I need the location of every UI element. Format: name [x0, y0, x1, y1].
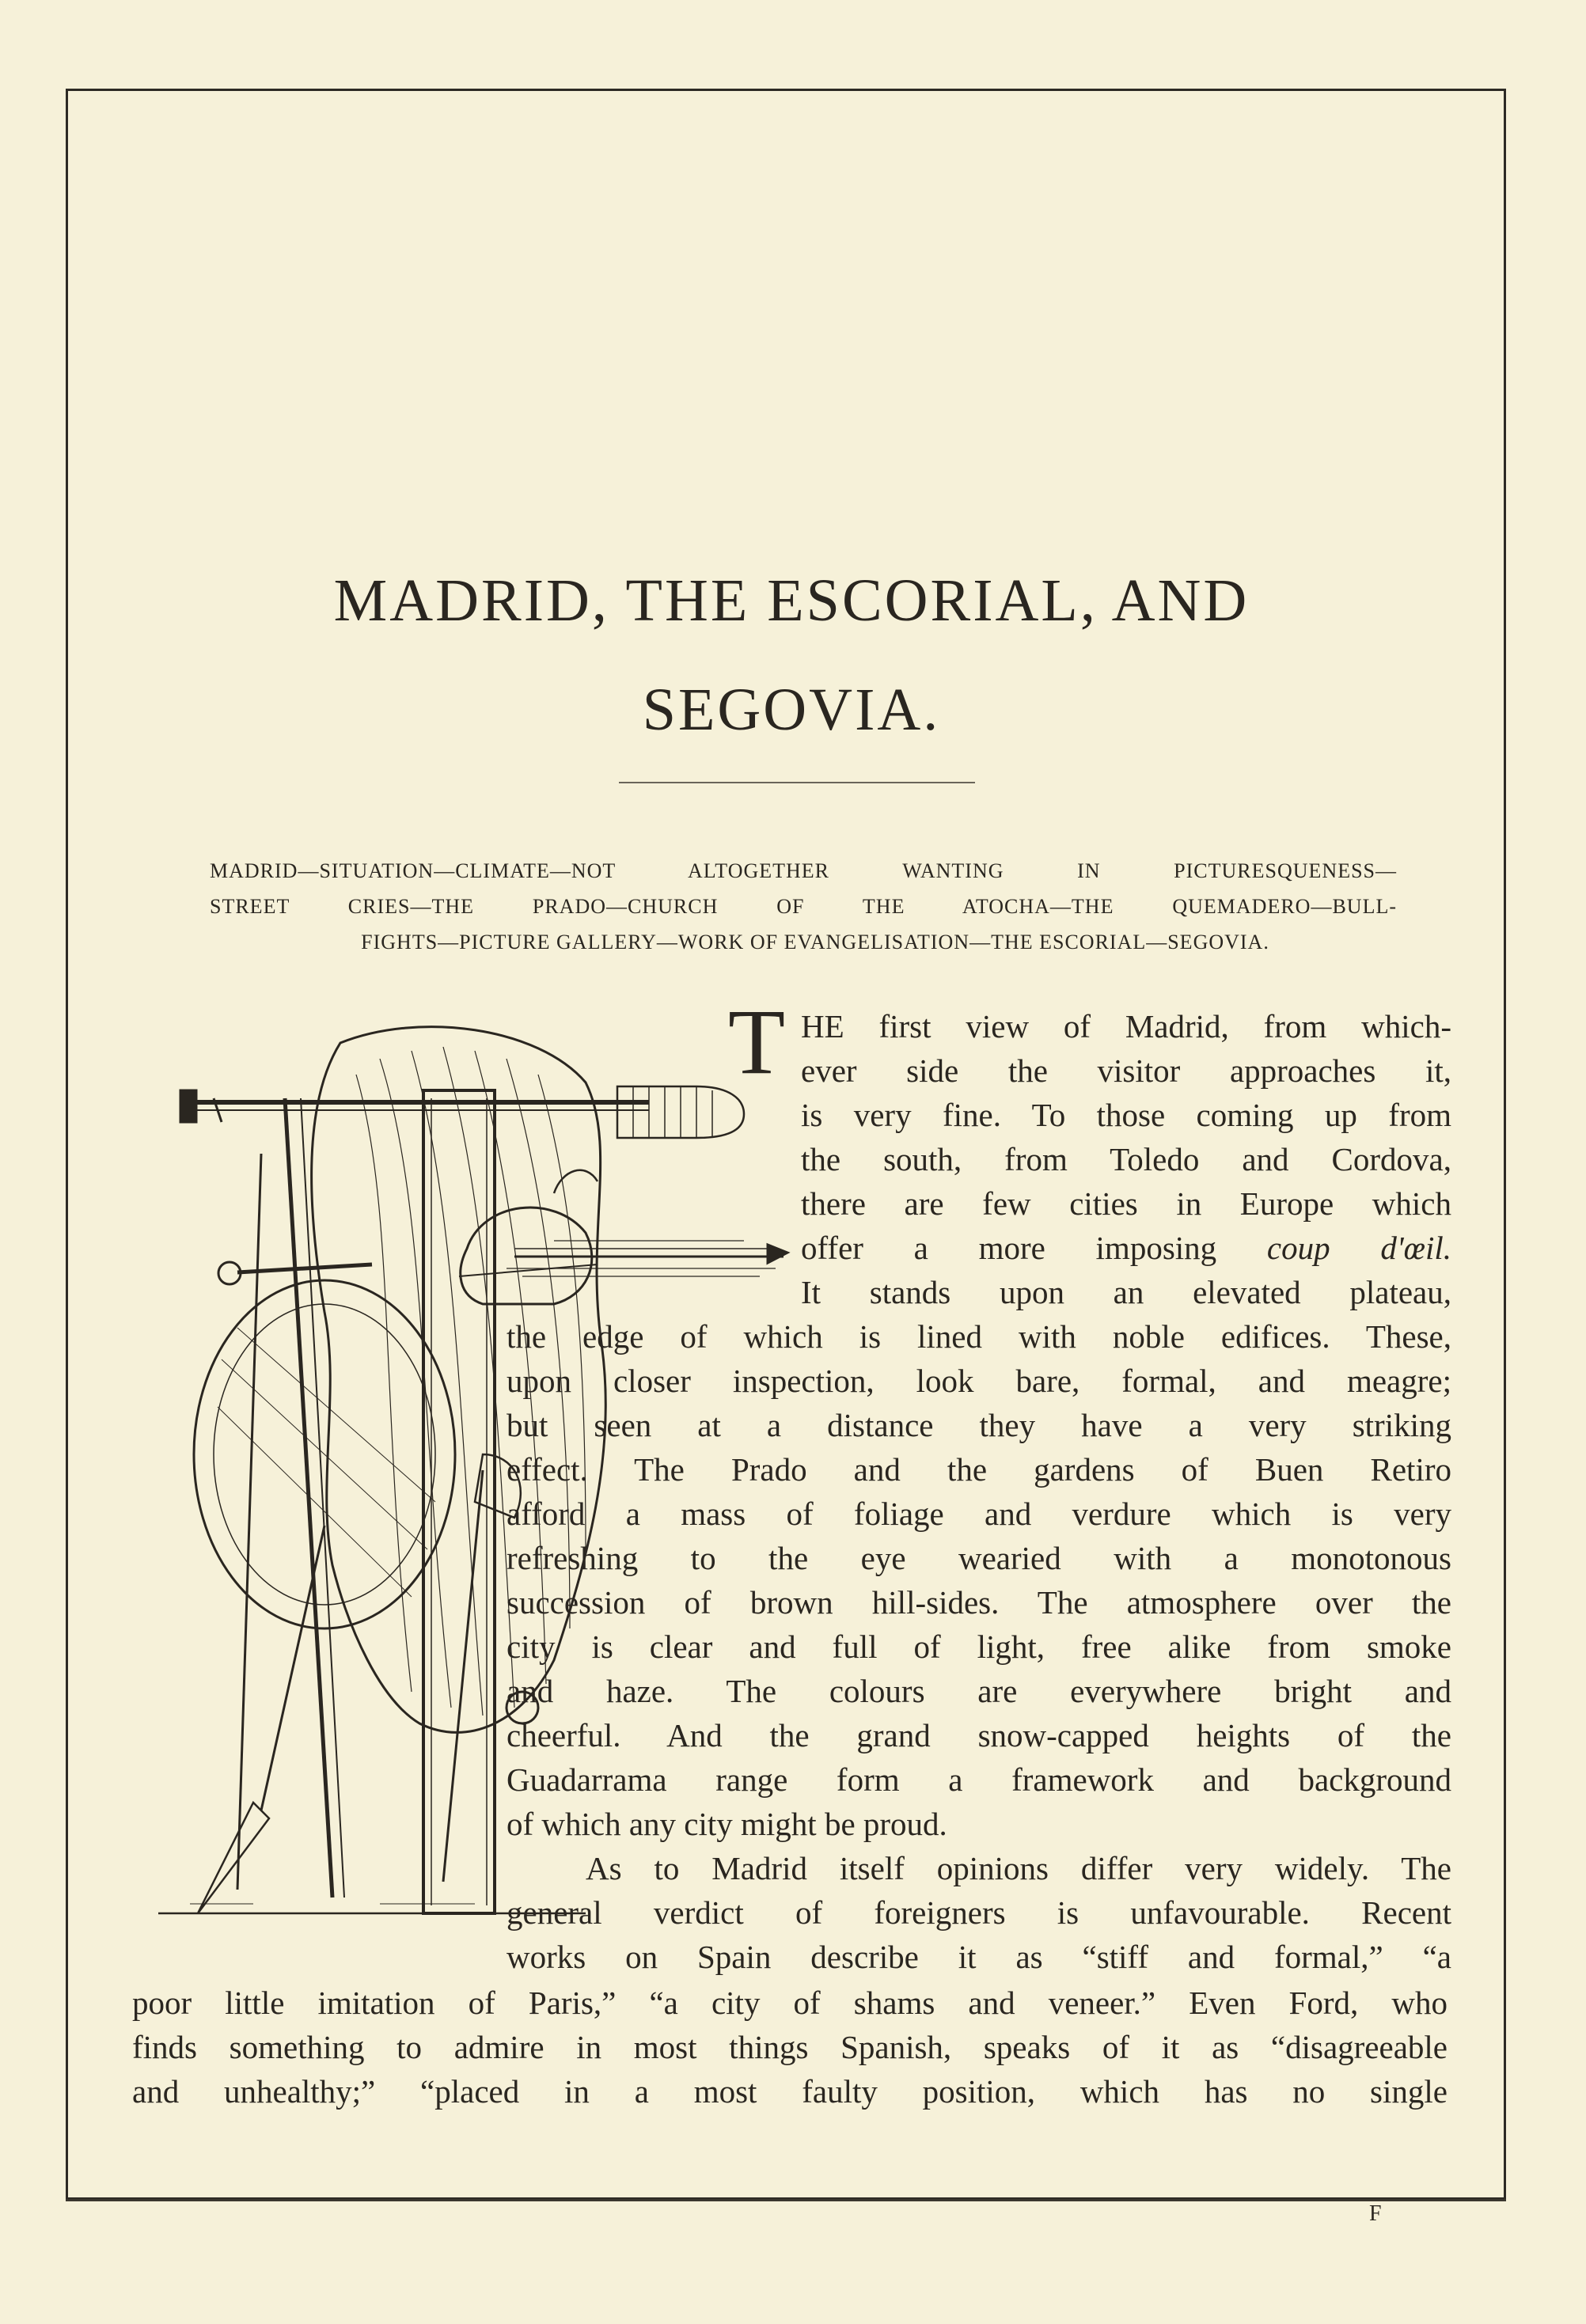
body-line: general verdict of foreigners is unfavourable. Recent: [507, 1894, 1451, 1931]
body-line: [801, 1226, 1451, 1270]
body-line: upon closer inspection, look bare, formal, and meagre;: [507, 1363, 1451, 1399]
body-line: and unhealthy;” “placed in a most faulty position, which has no single: [132, 2073, 1448, 2110]
page-border-shadow: [66, 2199, 1506, 2201]
body-line: there are few cities in Europe which: [801, 1185, 1451, 1222]
body-line: Guadarrama range form a framework and background: [507, 1761, 1451, 1798]
body-line: It stands upon an elevated plateau,: [801, 1274, 1451, 1310]
summary-line-2: STREET CRIES—THE PRADO—CHURCH OF THE ATOCHA—THE QUEMADERO—BULL-: [210, 895, 1397, 918]
chapter-title: [119, 546, 1464, 764]
chapter-summary: [210, 853, 1397, 960]
body-line: succession of brown hill-sides. The atmosphere over the: [507, 1584, 1451, 1621]
body-line: city is clear and full of light, free alike from smoke: [507, 1628, 1451, 1665]
body-line-part: offer a more imposing: [801, 1230, 1217, 1266]
chapter-title-line1: MADRID, THE ESCORIAL, AND: [333, 567, 1250, 634]
body-line: but seen at a distance they have a very striking: [507, 1407, 1451, 1443]
body-line: the edge of which is lined with noble edifices. These,: [507, 1318, 1451, 1355]
body-line: finds something to admire in most things Spanish, speaks of it as “disagreeable: [132, 2029, 1448, 2065]
summary-line-3: FIGHTS—PICTURE GALLERY—WORK OF EVANGELISATION—THE ESCORIAL—SEGOVIA.: [361, 931, 1269, 953]
body-line: of which any city might be proud.: [507, 1806, 947, 1842]
body-line: effect. The Prado and the gardens of Buen Retiro: [507, 1451, 1451, 1488]
body-line: works on Spain describe it as “stiff and formal,” “a: [507, 1939, 1451, 1975]
drop-cap: T: [728, 990, 786, 1094]
body-line: refreshing to the eye wearied with a monotonous: [507, 1540, 1451, 1576]
body-line: cheerful. And the grand snow-capped heights of the: [507, 1717, 1451, 1753]
summary-line-1: MADRID—SITUATION—CLIMATE—NOT ALTOGETHER WANTING IN PICTURESQUENESS—: [210, 859, 1397, 882]
body-line: As to Madrid itself opinions differ very widely. The: [586, 1850, 1451, 1886]
body-line-italic: coup d'œil.: [1266, 1230, 1451, 1266]
body-line: afford a mass of foliage and verdure which is very: [507, 1496, 1451, 1532]
title-divider: [619, 782, 975, 783]
body-line: is very fine. To those coming up from: [801, 1097, 1451, 1133]
signature-mark: F: [1369, 2201, 1382, 2226]
body-line: and haze. The colours are everywhere bright and: [507, 1673, 1451, 1709]
body-line: ever side the visitor approaches it,: [801, 1052, 1451, 1089]
body-line: the south, from Toledo and Cordova,: [801, 1141, 1451, 1177]
body-line: HE first view of Madrid, from which-: [801, 1008, 1451, 1044]
body-line: poor little imitation of Paris,” “a city of shams and veneer.” Even Ford, who: [132, 1985, 1448, 2021]
chapter-title-line2: SEGOVIA.: [642, 677, 941, 743]
